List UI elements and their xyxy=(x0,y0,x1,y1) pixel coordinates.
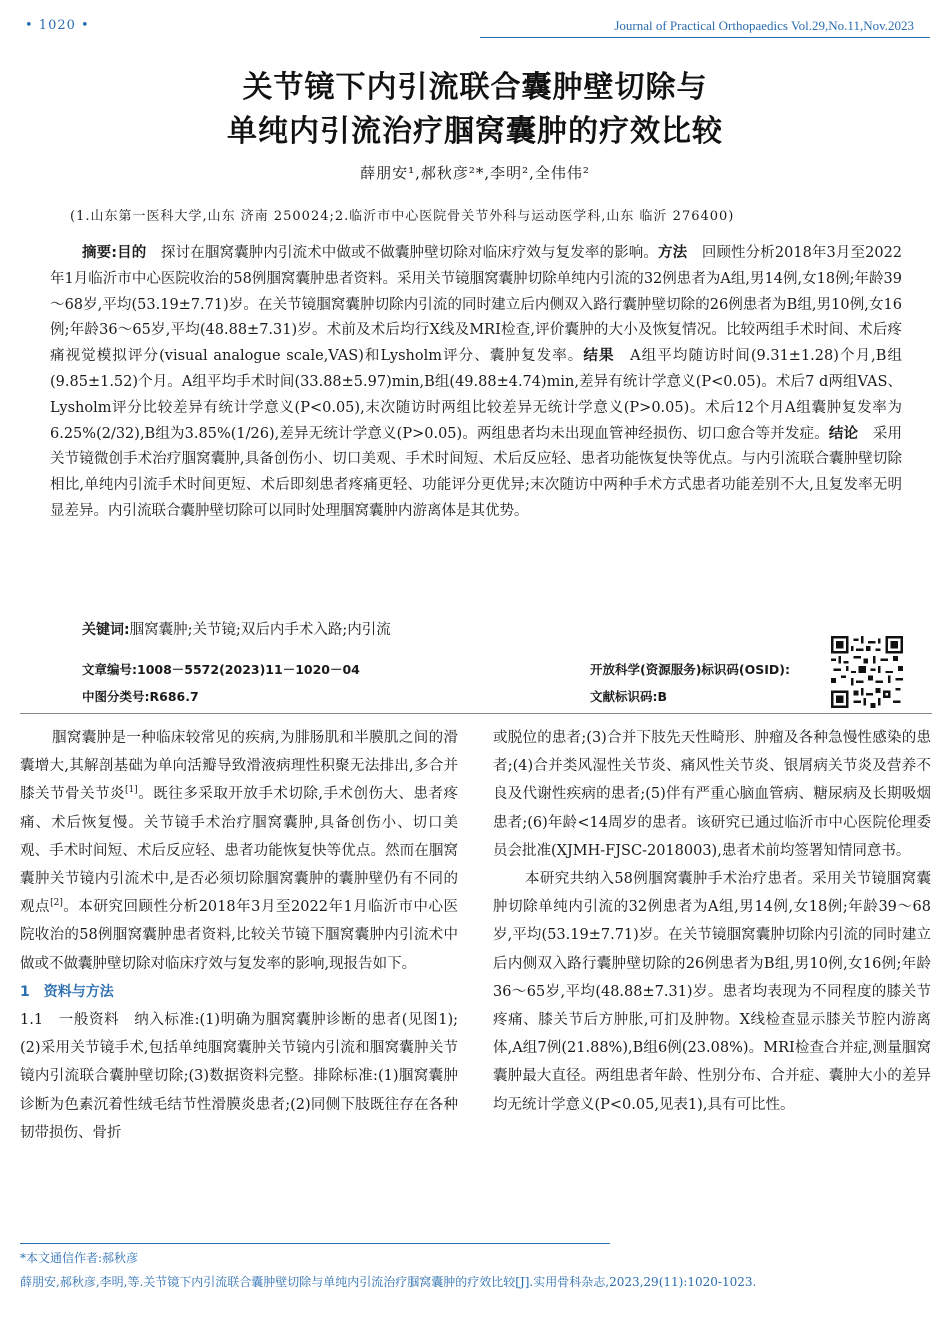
clc-value: R686.7 xyxy=(149,689,199,704)
intro-text-2: 。既往多采取开放手术切除,手术创伤大、患者疼痛、术后恢复慢。关节镜手术治疗腘窝囊肿,具备创伤小、切口美观、手术时间短、术后反应轻、患者功能恢复快等优点。然而在腘窝囊肿关节镜内引流术中,是否必须切除腘窝囊肿的囊肿壁仍有不同的观点 xyxy=(20,786,459,916)
objective-label: 目的 xyxy=(117,245,147,261)
authors: 薛朋安¹,郝秋彦²*,李明²,全伟伟² xyxy=(360,164,590,182)
methods-text: 回顾性分析2018年3月至2022年1月临沂市中心医院收治的58例腘窝囊肿患者资料。采用关节镜腘窝囊肿切除单纯内引流的32例患者为A组,男14例,女18例;年龄39～68岁,平均(53.19±7.71)岁。在关节镜腘窝囊肿切除内引流的同时建立后内侧双入路行囊肿壁切除的26例患者为B组,男10例,女16例;年龄36～65岁,平均(48.88±7.31)岁。术前及术后均行X线及MRI检查,评价囊肿的大小及恢复情况。比较两组手术时间、术后疼痛视觉模拟评分(visual analogue scale,VAS)和Lysholm评分、囊肿复发率。 xyxy=(50,245,903,365)
conclusion-text: 采用关节镜微创手术治疗腘窝囊肿,具备创伤小、切口美观、手术时间短、术后反应轻、患者功能恢复快等优点。与内引流联合囊肿壁切除相比,单纯内引流手术时间更短、术后即刻患者疼痛更轻、功能评分更优异;末次随访中两种手术方式患者功能差别不大,且复发率无明显差异。内引流联合囊肿壁切除可以同时处理腘窝囊肿内游离体是其优势。 xyxy=(50,425,903,519)
subsection-1-1: 1.1 一般资料 纳入标准:(1)明确为腘窝囊肿诊断的患者(见图1);(2)采用关节镜手术,包括单纯腘窝囊肿关节镜内引流和腘窝囊肿关节镜内引流联合囊肿壁切除;(3)数据资料完整。排除标准:(1)腘窝囊肿诊断为色素沉着性绒毛结节性滑膜炎患者;(2)同侧下肢既往存在各种韧带损伤、骨折 xyxy=(20,1012,458,1141)
reference-1[interactable]: [1] xyxy=(125,785,138,796)
reference-2[interactable]: [2] xyxy=(50,898,63,909)
doc-code-label: 文献标识码: xyxy=(590,689,658,704)
doc-code-value: B xyxy=(657,689,668,704)
methods-label: 方法 xyxy=(657,245,688,261)
article-number xyxy=(82,660,360,678)
article-number-value: 1008－5572(2023)11－1020－04 xyxy=(137,662,360,677)
corresponding-author: *本文通信作者:郝秋彦 xyxy=(20,1251,139,1265)
intro-text-3: 。本研究回顾性分析2018年3月至2022年1月临沂市中心医院收治的58例腘窝囊肿患者资料,比较关节镜下腘窝囊肿内引流术中做或不做囊肿壁切除对临床疗效与复发率的影响,现报告如下。 xyxy=(20,899,458,972)
results-text: A组平均随访时间(9.31±1.28)个月,B组(9.85±1.52)个月。A组平均手术时间(33.88±5.97)min,B组(49.88±4.74)min,差异有统计学意义(P<0.05)。术后7 d两组VAS、Lysholm评分比较差异有统计学意义(P<0.05),末次随访时两组比较差异无统计学意义(P>0.05)。术后12个月A组囊肿复发率为6.25%(2/32),B组为3.85%(1/26),差异无统计学意义(P>0.05)。两组患者均未出现血管神经损伤、切口愈合等并发症。 xyxy=(50,348,903,442)
section-heading-1: 1 资料与方法 xyxy=(20,983,114,1000)
keywords-value: 腘窝囊肿;关节镜;双后内手术入路;内引流 xyxy=(129,622,391,638)
conclusion-label: 结论 xyxy=(828,425,859,442)
page-number: • 1020 • xyxy=(25,18,90,33)
osid-label: 开放科学(资源服务)标识码(OSID): xyxy=(590,662,791,677)
abstract-label: 摘要: xyxy=(82,245,118,261)
section-divider xyxy=(20,713,932,714)
citation: 薛朋安,郝秋彦,李明,等.关节镜下内引流联合囊肿壁切除与单纯内引流治疗腘窝囊肿的疗效比较[J].实用骨科杂志,2023,29(11):1020-1023. xyxy=(20,1275,757,1289)
body-left-column xyxy=(20,724,458,1147)
affiliation: (1.山东第一医科大学,山东 济南 250024;2.临沂市中心医院骨关节外科与运动医学科,山东 临沂 276400) xyxy=(70,209,735,224)
title-line-1: 关节镜下内引流联合囊肿壁切除与 xyxy=(242,70,708,105)
doc-code xyxy=(590,687,667,705)
clc-number xyxy=(82,687,199,705)
right-paragraph-1: 或脱位的患者;(3)合并下肢先天性畸形、肿瘤及各种急慢性感染的患者;(4)合并类风湿性关节炎、痛风性关节炎、银屑病关节炎及营养不良及代谢性疾病的患者;(5)伴有严重心脑血管病、糖尿病及长期吸烟患者;(6)年龄<14周岁的患者。该研究已通过临沂市中心医院伦理委员会批准(XJMH-FJSC-2018003),患者术前均签署知情同意书。 xyxy=(493,730,931,859)
header-rule xyxy=(480,37,930,38)
results-label: 结果 xyxy=(583,348,615,365)
keywords-label: 关键词: xyxy=(82,622,130,638)
qr-code-icon[interactable] xyxy=(831,636,903,708)
body-right-column xyxy=(493,724,931,1119)
journal-header: Journal of Practical Orthopaedics Vol.29,No.11,Nov.2023 xyxy=(614,18,914,33)
abstract xyxy=(50,241,902,525)
article-number-label: 文章编号: xyxy=(82,662,137,677)
footnote-rule xyxy=(20,1243,610,1244)
title-line-2: 单纯内引流治疗腘窝囊肿的疗效比较 xyxy=(227,114,723,149)
objective-text: 探讨在腘窝囊肿内引流术中做或不做囊肿壁切除对临床疗效与复发率的影响。 xyxy=(161,245,658,261)
clc-label: 中图分类号: xyxy=(82,689,150,704)
keywords xyxy=(82,618,391,639)
intro-text-1: 腘窝囊肿是一种临床较常见的疾病,为腓肠肌和半膜肌之间的滑囊增大,其解剖基础为单向活瓣导致滑液病理性积聚无法排出,多合并膝关节骨关节炎 xyxy=(20,730,458,803)
right-paragraph-2: 本研究共纳入58例腘窝囊肿手术治疗患者。采用关节镜腘窝囊肿切除单纯内引流的32例患者为A组,男14例,女18例;年龄39～68岁,平均(53.19±7.71)岁。在关节镜腘窝囊肿切除内引流的同时建立后内侧双入路行囊肿壁切除的26例患者为B组,男10例,女16例;年龄36～65岁,平均(48.88±7.31)岁。患者均表现为不同程度的膝关节疼痛、膝关节后方肿胀,可扪及肿物。X线检查显示膝关节腔内游离体,A组7例(21.88%),B组6例(23.08%)。MRI检查合并症,测量腘窝囊肿最大直径。两组患者年龄、性别分布、合并症、囊肿大小的差异均无统计学意义(P<0.05,见表1),具有可比性。 xyxy=(493,871,931,1113)
